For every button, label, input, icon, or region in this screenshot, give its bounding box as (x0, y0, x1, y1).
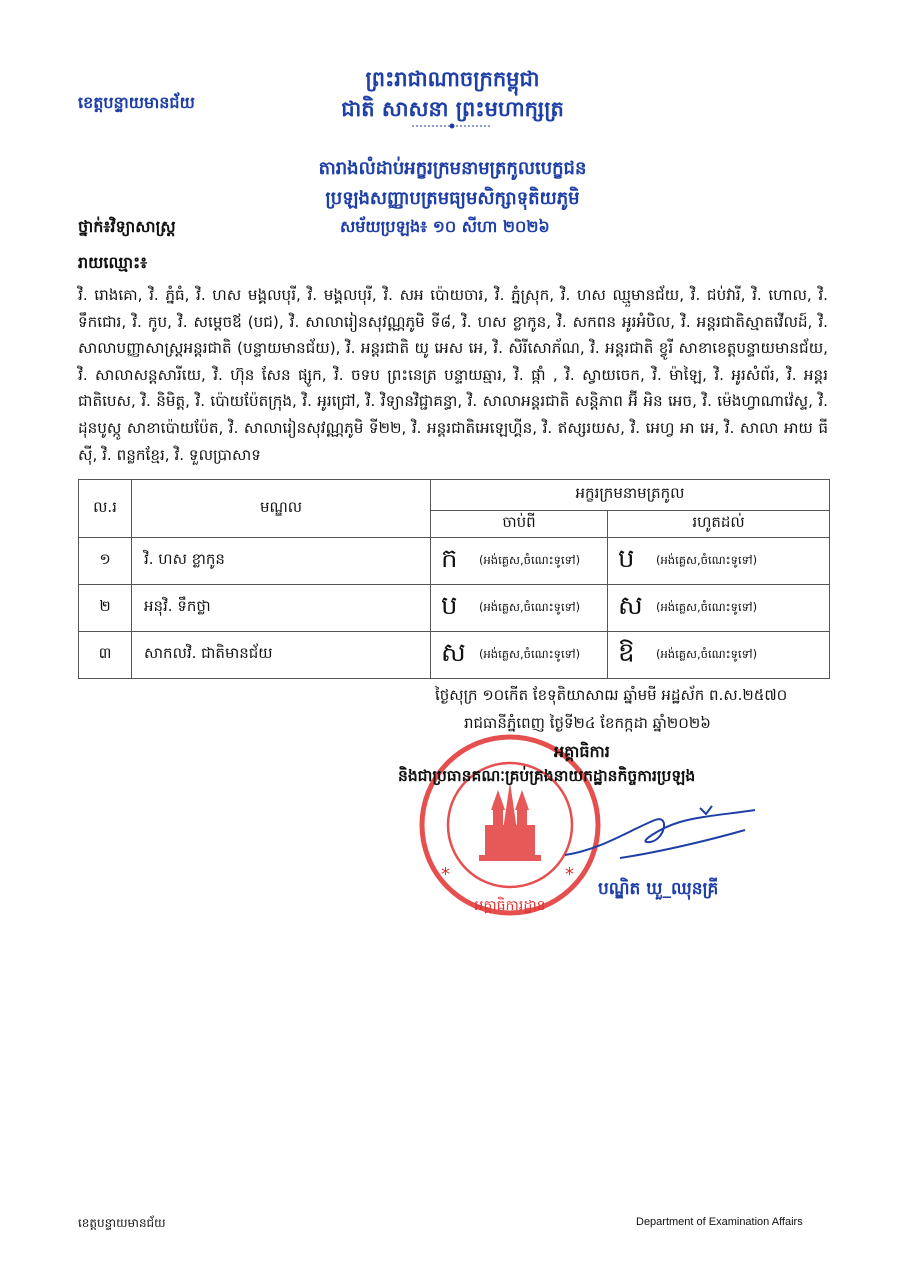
national-motto: ជាតិ សាសនា ព្រះមហាក្សត្រ (341, 97, 564, 121)
footer-department: Department of Examination Affairs (636, 1216, 803, 1228)
from-note: (អង់គ្លេស,ចំណេះទូទៅ) (479, 599, 581, 614)
document-subtitle: ប្រឡងសញ្ញាបត្រមធ្យមសិក្សាទុតិយភូមិ (325, 188, 580, 209)
signatory-name: បណ្ឌិត ឃួ_ឈុនគ្រី (598, 879, 719, 899)
from-note: (អង់គ្លេស,ចំណេះទូទៅ) (479, 552, 581, 567)
to-note: (អង់គ្លេស,ចំណេះទូទៅ) (656, 646, 758, 661)
row-no: ១ (79, 538, 132, 585)
class-level: ថ្នាក់៖វិទ្យាសាស្ត្រ (78, 217, 176, 236)
centers-heading: រាយឈ្មោះ៖ (78, 253, 148, 272)
centers-list: វិ. រោងគោ, វិ. ភ្នំធំ, វិ. ហស មង្គលបុរី, វិ. មង្គលបុរី, វិ. សអ ប៉ោយចារ, វិ. ភ្នំស្រុក, វិ. ហស ឈ្មួមានជ័យ, វិ. ជប់វារី, វិ. ហោល, វិ. ទឹកជោរ, វិ. កូប, វិ. សម្តេចឪ (បជ), វិ. សាលារៀនសុវណ្ណភូមិ ទី៨, វិ. ហស ខ្លាកូន, វិ. សកពន អូរអំបិល, វិ. អន្តរជាតិស្មាតវើលដ៍, វិ. សាលាបញ្ញាសាស្ត្រអន្តរជាតិ (បន្ទាយមានជ័យ), វិ. អន្តរជាតិ យូ អេស អេ, វិ. សិរីសោភ័ណ, វិ. អន្តរជាតិ ខ្វូរី សាខាខេត្តបន្ទាយមានជ័យ, វិ. សាលាសន្តសារីយេ, វិ. ហ៊ុន សែន ផ្សូក, វិ. ចទប ព្រះនេត្រ បន្ទាយឆ្មារ, វិ. ផ្កាំ , វិ. ស្វាយចេក, វិ. ម៉ាឡៃ, វិ. អូរសំព័រ, វិ. អន្តរជាតិបេស, វិ. និមិត្ត, វិ. ប៉ោយប៉ែតក្រុង, វិ. អូរជ្រៅ, វិ. វិទ្យានវិជ្ជាគន្ធា, វិ. សាលាអន្តរជាតិ សន្តិភាព អ៊ី អិន អេច, វិ. ម៉េងហ្វាណាវ៉េស្ទ, វិ. ដុនបូស្កូ សាខាប៉ោយប៉ែត, វិ. សាលារៀនសុវណ្ណភូមិ ទី២២, វិ. អន្តរជាតិអេឡេហ្គីន, វិ. ឥស្សរយស, វិ. អេហ្វ អា អេ, វិ. សាលា អាយ ធី ស៊ី, វិ. ពន្លកខ្មែរ, វិ. ទួលប្រាសាទ (78, 286, 828, 464)
table-row (79, 538, 830, 585)
to-letter: ឱ (618, 638, 635, 668)
header-center: មណ្ឌល (132, 480, 431, 538)
document-title: តារាងលំដាប់អក្ខរក្រមនាមត្រកូលបេក្ខជន (318, 158, 587, 179)
signatory-role: អគ្គាធិការ (554, 742, 610, 761)
to-note: (អង់គ្លេស,ចំណេះទូទៅ) (656, 552, 758, 567)
header-to: រហូតដល់ (608, 511, 830, 538)
row-no: ៣ (79, 632, 132, 679)
svg-text:*: * (441, 864, 450, 885)
table-row (79, 632, 830, 679)
lunar-date: ថ្ងៃសុក្រ ១០កើត ខែទុតិយាសាឍ ឆ្នាំមមី អដ្ឋស័ក ព.ស.២៥៧០ (435, 686, 788, 704)
province-label: ខេត្តបន្ទាយមានជ័យ (78, 93, 195, 112)
row-from (431, 632, 608, 679)
row-no: ២ (79, 585, 132, 632)
to-letter: ប (618, 544, 635, 574)
seal-text: អគ្គាធិការដ្ឋាន (474, 898, 546, 914)
footer-province: ខេត្តបន្ទាយមានជ័យ (78, 1216, 166, 1230)
header-from: ចាប់ពី (431, 511, 608, 538)
to-letter: ស (618, 591, 643, 621)
row-center: សាកលវិ. ជាតិមានជ័យ (132, 632, 431, 679)
from-letter: ស (441, 638, 466, 668)
row-from (431, 538, 608, 585)
table-row (79, 585, 830, 632)
row-from (431, 585, 608, 632)
from-note: (អង់គ្លេស,ចំណេះទូទៅ) (479, 646, 581, 661)
ornament-divider (412, 122, 492, 130)
exam-session: សម័យប្រឡង៖ ១០ សីហា ២០២៦ (340, 217, 550, 236)
to-note: (អង់គ្លេស,ចំណេះទូទៅ) (656, 599, 758, 614)
handwritten-signature-icon (560, 800, 760, 870)
kingdom-heading: ព្រះរាជាណាចក្រកម្ពុជា (365, 67, 540, 91)
from-letter: ប (441, 591, 458, 621)
row-to (608, 538, 830, 585)
place-date: រាជធានីភ្នំពេញ ថ្ងៃទី២៤ ខែកក្កដា ឆ្នាំ២០២៦ (464, 714, 711, 732)
alphabet-table (78, 479, 830, 679)
row-center: អនុវិ. ទឹកថ្លា (132, 585, 431, 632)
signatory-department: និងជាប្រធានគណៈគ្រប់គ្រងនាយកដ្ឋានកិច្ចការប្រឡង (398, 767, 696, 785)
row-center: វិ. ហស ខ្លាកូន (132, 538, 431, 585)
row-to (608, 632, 830, 679)
svg-text:*: * (565, 864, 574, 885)
header-no: ល.រ (79, 480, 132, 538)
row-to (608, 585, 830, 632)
header-alphabet: អក្ខរក្រមនាមត្រកូល (431, 480, 830, 511)
from-letter: ក (441, 544, 458, 574)
